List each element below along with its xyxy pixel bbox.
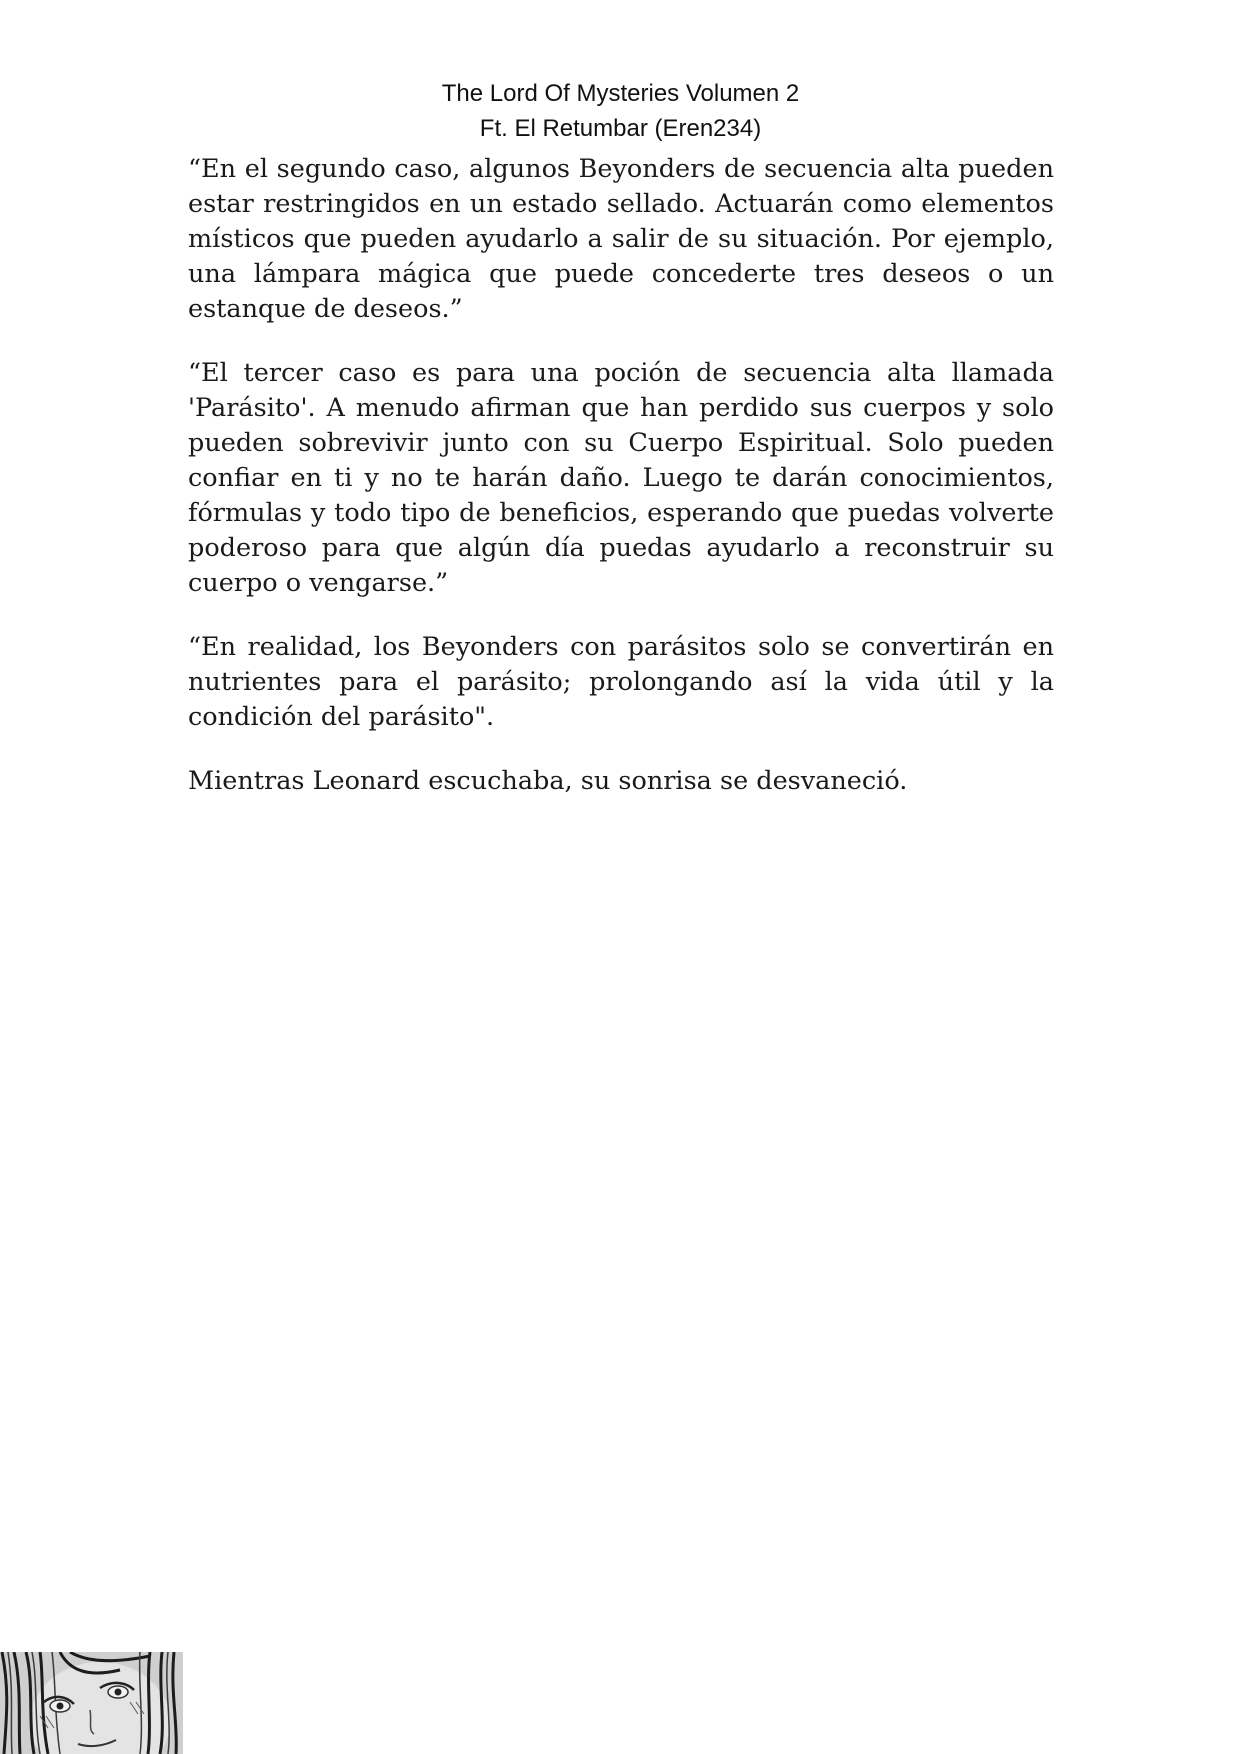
page-header (0, 76, 1241, 146)
manga-portrait-icon (0, 1652, 183, 1754)
paragraph-2: “El tercer caso es para una poción de secuencia alta llamada 'Parásito'. A menudo afirman que han perdido sus cuerpos y solo pueden sobrevivir junto con su Cuerpo Espiritual. Solo pueden confiar en ti y no te harán daño. Luego te darán conocimientos, fórmulas y todo tipo de beneficios, esperando que puedas volverte poderoso para que algún día puedas ayudarlo a reconstruir su cuerpo o vengarse.” (188, 358, 1054, 598)
paragraph-4: Mientras Leonard escuchaba, su sonrisa se desvaneció. (188, 766, 908, 796)
header-credit: Ft. El Retumbar (Eren234) (479, 115, 762, 142)
header-title: The Lord Of Mysteries Volumen 2 (441, 80, 800, 107)
paragraph-1: “En el segundo caso, algunos Beyonders de secuencia alta pueden estar restringidos en un estado sellado. Actuarán como elementos místicos que pueden ayudarlo a salir de su situación. Por ejemplo, una lámpara mágica que puede concederte tres deseos o un estanque de deseos.” (188, 154, 1054, 324)
paragraph-3: “En realidad, los Beyonders con parásitos solo se convertirán en nutrientes para el parásito; prolongando así la vida útil y la condición del parásito". (188, 632, 1054, 732)
body-text (188, 152, 1054, 828)
